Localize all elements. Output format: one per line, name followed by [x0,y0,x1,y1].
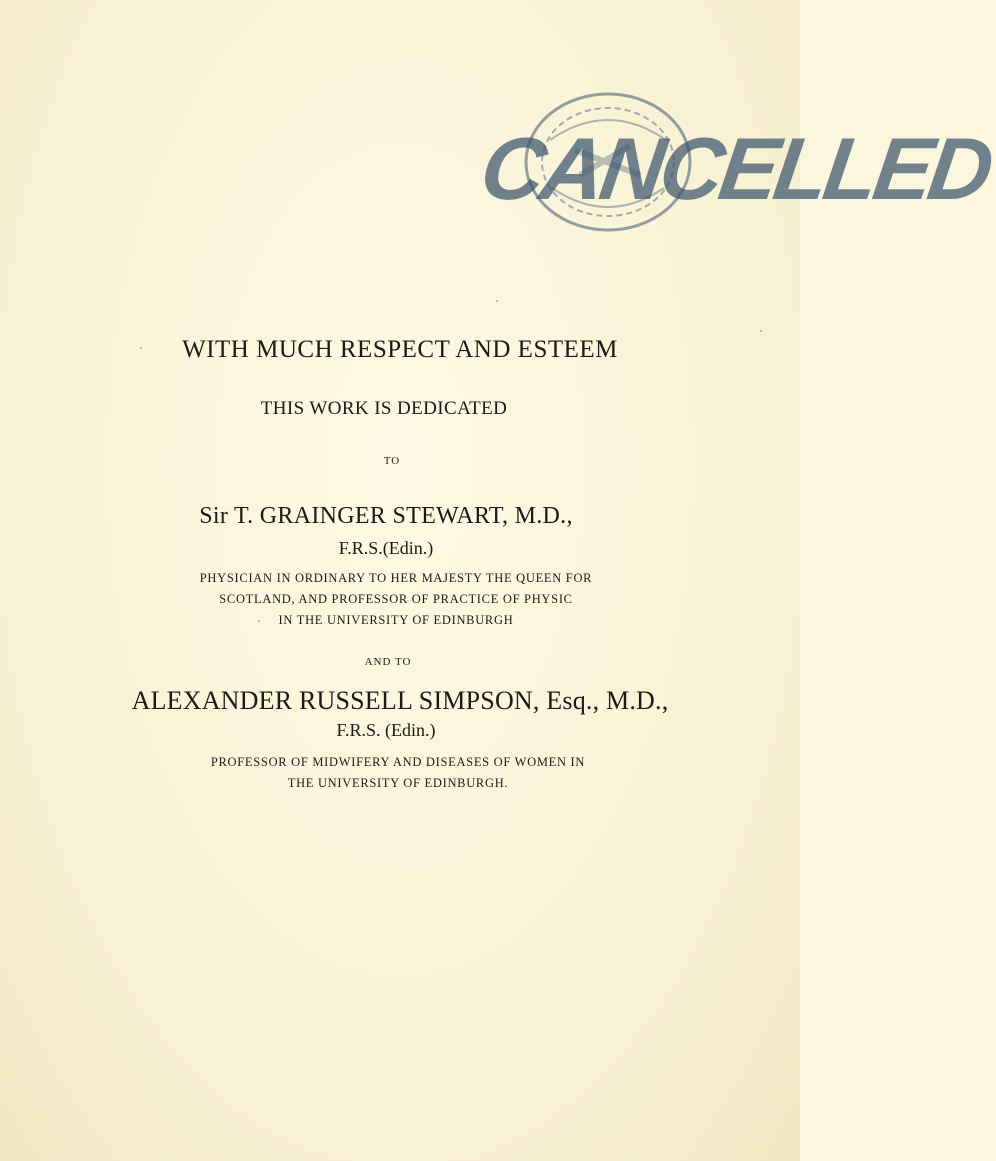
person2-suffix-md: , M.D., [592,686,669,715]
person2-credentials-city: Edin. [391,720,430,740]
person1-credentials-close: ) [427,538,434,558]
person1-title-prefix: Sir [199,503,229,529]
person1-credentials [0,538,786,559]
person2-suffix-esq: Esq. [546,686,593,715]
person2-role [0,752,798,794]
person2-role-line-2: THE UNIVERSITY OF EDINBURGH. [287,776,509,790]
paper-fleck [760,330,762,332]
person1-credentials-city: Edin. [388,538,428,558]
paper-fleck [496,300,498,302]
person1-role-line-3: IN THE UNIVERSITY OF EDINBURGH [278,613,514,627]
person1-role-line-2: SCOTLAND, AND PROFESSOR OF PRACTICE OF PHYSIC [219,592,573,606]
dedication-conjunction: AND TO [364,656,412,668]
stamp-word: CANCELLED [475,119,996,218]
person2-name-text: ALEXANDER RUSSELL SIMPSON, [131,686,540,715]
person2-credentials-main: F.R.S. ( [336,720,392,740]
person2-credentials [0,720,786,741]
paper-fleck [140,347,142,349]
person2-role-line-1: PROFESSOR OF MIDWIFERY AND DISEASES OF WOMEN IN [210,755,586,769]
person2-name [0,686,800,716]
person1-role [0,568,796,631]
person1-credentials-main: F.R.S.( [338,538,389,558]
cancelled-stamp [475,80,996,260]
dedication-to: TO [383,455,401,467]
paper-fleck [258,620,260,622]
person1-name [0,503,786,530]
dedication-line-2: THIS WORK IS DEDICATED [260,398,508,419]
person1-role-line-1: PHYSICIAN IN ORDINARY TO HER MAJESTY THE QUEEN FOR [199,571,593,585]
dedication-line-1: WITH MUCH RESPECT AND ESTEEM [182,336,618,363]
person2-credentials-close: ) [429,720,436,740]
person1-name-text: T. GRAINGER STEWART, M.D., [234,503,573,529]
